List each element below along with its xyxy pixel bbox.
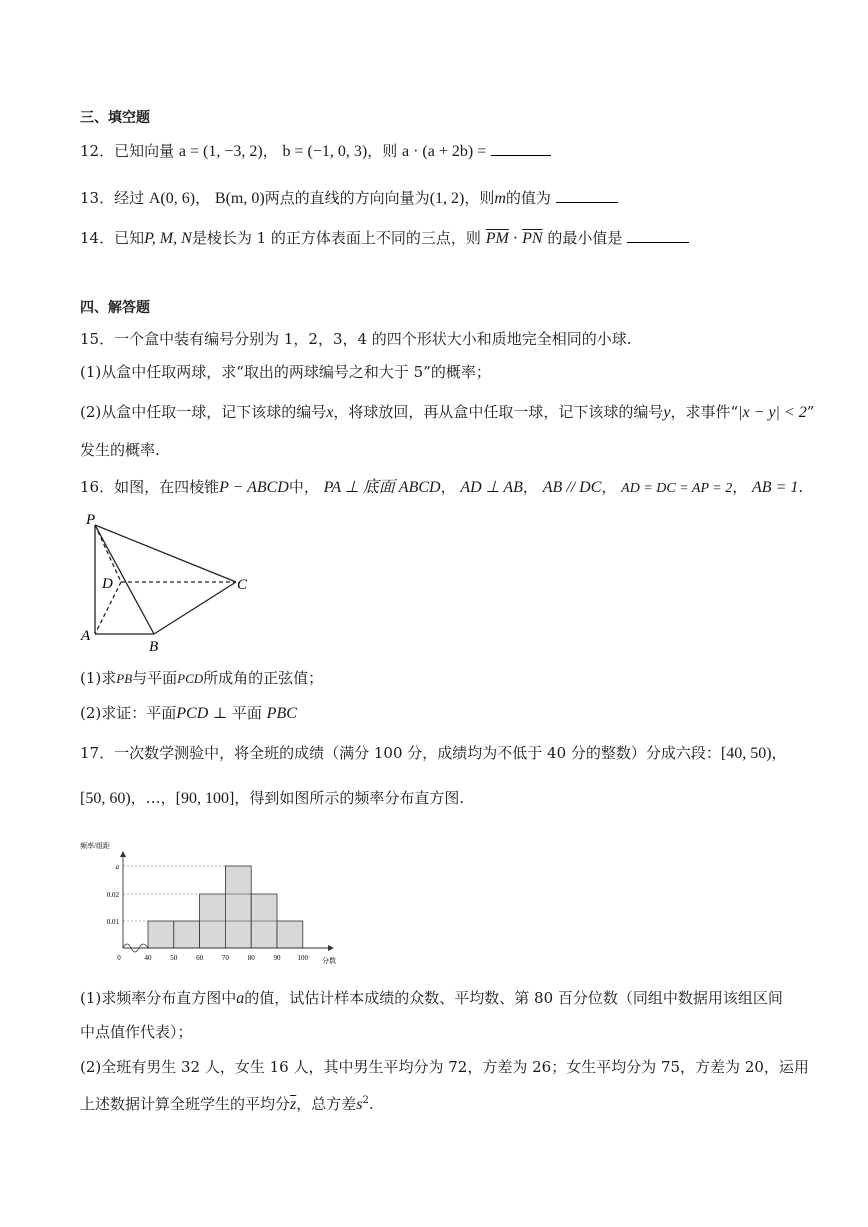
- q13-point-a: A(0, 6): [148, 190, 196, 207]
- question-12: [80, 141, 551, 162]
- q17-interval-3: [90, 100]: [175, 790, 235, 807]
- q16-cond-5: AB = 1: [752, 479, 799, 496]
- label-d: D: [102, 576, 113, 592]
- q17-p2-b: ，总方差: [296, 1095, 357, 1113]
- q16-p1-pcd: PCD: [177, 671, 204, 686]
- histogram-bar-1: [148, 921, 174, 948]
- q13-answer-blank[interactable]: [556, 188, 618, 203]
- question-16-part1: [80, 668, 323, 689]
- label-a: A: [81, 628, 91, 644]
- histogram-x-tick: 100: [297, 954, 309, 962]
- histogram-bar-4: [225, 866, 251, 948]
- question-15-stem: 15．一个盒中装有编号分别为 1，2，3，4 的四个形状大小和质地完全相同的小球.: [80, 330, 632, 348]
- question-13: [80, 188, 618, 209]
- q12-expression: a · (a + 2b) =: [401, 143, 487, 160]
- q13-direction-vector: (1, 2): [429, 190, 465, 207]
- q17-ellipsis: ，…，: [130, 789, 176, 807]
- q14-vector-pn: $\overline{PN}$: [522, 230, 543, 247]
- q13-lead: 13．经过: [80, 189, 145, 207]
- question-14: [80, 228, 689, 249]
- q16-comma: ，: [732, 478, 748, 496]
- q16-cond-3: AB // DC: [542, 479, 602, 496]
- q16-pyramid: P − ABCD: [219, 479, 289, 496]
- q14-end: 的最小值是: [547, 229, 623, 247]
- question-17-part2-line1: (2)全班有男生 32 人，女生 16 人，其中男生平均分为 72，方差为 26；女生平均分为 75，方差为 20，运用: [80, 1058, 809, 1076]
- q12-lead: 12．已知向量: [80, 142, 175, 160]
- edge-pc: [95, 525, 236, 582]
- q16-p1-c: 所成角的正弦值；: [203, 669, 324, 687]
- q16-p1-pb: PB: [116, 671, 133, 686]
- frequency-histogram: [78, 833, 348, 968]
- q16-end: .: [798, 478, 804, 496]
- question-16-stem: [80, 477, 803, 499]
- histogram-bar-6: [277, 921, 303, 948]
- question-17-part2-line2: [80, 1091, 374, 1115]
- q16-p2-pbc: PBC: [266, 705, 297, 722]
- question-15-part2-cont: 发生的概率.: [80, 441, 160, 459]
- edge-bc: [154, 582, 236, 634]
- question-15-part1: (1)从盒中任取两球，求“取出的两球编号之和大于 5”的概率；: [80, 363, 491, 381]
- section-title-fill-blank: 三、填空题: [80, 110, 150, 126]
- q15-var-x: x: [326, 404, 334, 421]
- histogram-x-tick: 60: [196, 954, 204, 962]
- q17-p2-a: 上述数据计算全班学生的平均分: [80, 1095, 291, 1113]
- q13-sep: ，: [195, 189, 211, 207]
- q17-line1-text: 17．一次数学测验中，将全班的成绩（满分 100 分，成绩均为不低于 40 分的整数）分成六段：: [80, 744, 721, 762]
- label-p: P: [86, 512, 96, 528]
- question-16-part2: [80, 703, 297, 724]
- pyramid-figure: [76, 508, 266, 658]
- q16-comma: ，: [522, 478, 538, 496]
- q15-p2-d: ”: [806, 403, 815, 421]
- q14-lead: 14．已知: [80, 229, 145, 247]
- q13-point-b: B(m, 0): [214, 190, 265, 207]
- histogram-y-label: 频率/组距: [80, 842, 110, 850]
- label-b: B: [149, 639, 159, 655]
- q14-dot: ·: [508, 230, 523, 247]
- q12-vector-b: b = (−1, 0, 3): [282, 143, 368, 160]
- q16-cond-4: AD = DC = AP = 2: [621, 481, 733, 496]
- question-17-line1: 17．一次数学测验中，将全班的成绩（满分 100 分，成绩均为不低于 40 分的整数）分成六段：[40, 50)，: [80, 744, 787, 762]
- q17-s-sup: 2: [362, 1095, 369, 1106]
- q16-comma: ，: [601, 478, 617, 496]
- histogram-x-tick: 70: [221, 954, 229, 962]
- q12-answer-blank[interactable]: [491, 141, 551, 156]
- q17-zbar: $\overline{z}$: [290, 1096, 297, 1113]
- q12-vector-a: a = (1, −3, 2): [178, 143, 263, 160]
- q14-answer-blank[interactable]: [627, 228, 689, 243]
- q16-p1-a: (1)求: [80, 669, 117, 687]
- question-17-part1-cont: 中点值作代表）；: [80, 1023, 193, 1041]
- question-17-part1: [80, 988, 783, 1009]
- q15-p2-c: ，求事件“: [670, 403, 739, 421]
- q16-p2-pcd: PCD: [176, 705, 209, 722]
- q16-p2-a: (2)求证：平面: [80, 704, 177, 722]
- q14-mid: 是棱长为 1 的正方体表面上不同的三点，则: [191, 229, 481, 247]
- q17-s: s: [356, 1096, 363, 1113]
- histogram-x-tick: 40: [144, 954, 152, 962]
- q16-mid: 中，: [288, 478, 319, 496]
- q17-end: .: [368, 1095, 374, 1113]
- q17-interval-2: [50, 60): [80, 790, 131, 807]
- section-title-solve: 四、解答题: [80, 300, 150, 316]
- q16-p2-b: ⊥ 平面: [208, 704, 267, 722]
- histogram-x-label: 分数: [322, 957, 336, 965]
- q17-interval-1: [40, 50): [720, 745, 772, 762]
- histogram-x-tick: 80: [247, 954, 255, 962]
- q16-cond-1: PA ⊥ 底面 ABCD: [323, 479, 441, 496]
- histogram-y-tick: 0.01: [106, 918, 119, 926]
- question-17-line2: [80, 788, 464, 809]
- q16-cond-2: AD ⊥ AB: [460, 479, 523, 496]
- q16-comma: ，: [440, 478, 456, 496]
- q13-tail: ，则: [464, 189, 495, 207]
- q13-mid: 两点的直线的方向向量为: [264, 189, 430, 207]
- q17-p1-b: 的值，试估计样本成绩的众数、平均数、第 80 百分位数（同组中数据用该组区间: [244, 989, 783, 1007]
- q16-lead: 16．如图，在四棱锥: [80, 478, 220, 496]
- q17-p1-a: (1)求频率分布直方图中: [80, 989, 237, 1007]
- histogram-y-tick: a: [115, 863, 119, 871]
- q13-var-m: m: [494, 190, 506, 207]
- q15-p2-b: ，将球放回，再从盒中任取一球，记下该球的编号: [333, 403, 664, 421]
- q14-points: P, M, N: [144, 230, 192, 247]
- q12-sep: ，: [262, 142, 278, 160]
- histogram-x-tick: 90: [273, 954, 281, 962]
- q17-var-a: a: [236, 990, 245, 1007]
- q17-line2-end: ，得到如图所示的频率分布直方图.: [234, 789, 465, 807]
- histogram-x-tick: 50: [170, 954, 178, 962]
- q13-end: 的值为: [505, 189, 551, 207]
- question-15-part2: [80, 402, 814, 423]
- histogram-x-tick: 0: [117, 954, 121, 962]
- q15-var-y: y: [663, 404, 671, 421]
- histogram-y-tick: 0.02: [106, 891, 119, 899]
- q12-mid: ，则: [367, 142, 398, 160]
- histogram-y-arrow: [120, 851, 126, 857]
- q15-p2-a: (2)从盒中任取一球，记下该球的编号: [80, 403, 327, 421]
- histogram-bar-2: [174, 921, 200, 948]
- q15-event-expr: |x − y| < 2: [738, 404, 807, 421]
- histogram-x-arrow: [328, 945, 334, 951]
- label-c: C: [237, 577, 248, 593]
- q14-vector-pm: $\overline{PM}$: [485, 230, 509, 247]
- q16-p1-b: 与平面: [132, 669, 178, 687]
